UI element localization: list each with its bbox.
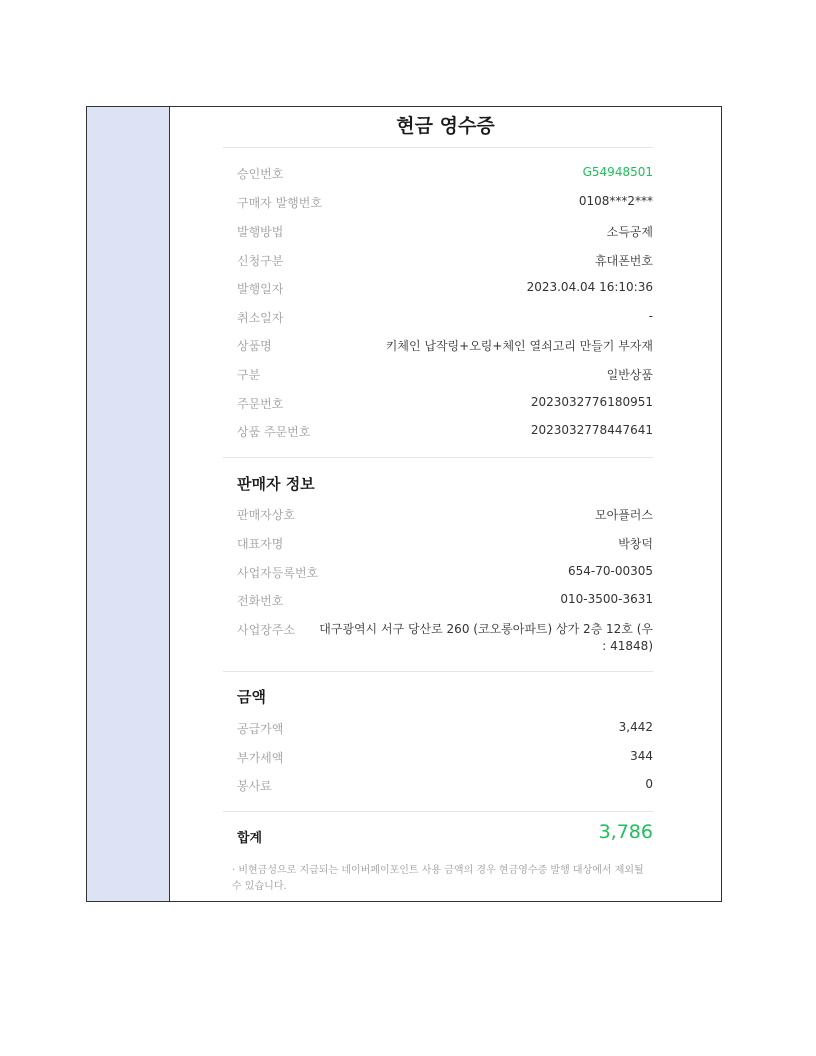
order-number-row: [237, 395, 653, 415]
category-row: [237, 366, 653, 386]
row-value: 0108***2***: [578, 194, 653, 208]
notice-text: · 비현금성으로 지급되는 네이버페이포인트 사용 금액의 경우 현금영수증 발행 대상에서 제외될 수 있습니다.: [232, 865, 644, 892]
divider: [223, 457, 653, 458]
business-registration-row: [237, 564, 653, 584]
row-value: 대구광역시 서구 당산로 260 (코오롱아파트) 상가 2층 12호 (우 : 41848): [319, 622, 653, 653]
row-value: 2023.04.04 16:10:36: [526, 280, 653, 294]
row-value: 소득공제: [606, 225, 653, 239]
representative-row: [237, 535, 653, 555]
row-value: -: [648, 309, 653, 323]
seller-info-heading: 판매자 정보: [237, 475, 315, 493]
vat-amount-row: [237, 749, 653, 769]
total-amount: 3,786: [598, 821, 653, 843]
row-value: 휴대폰번호: [595, 254, 653, 268]
document-frame: [86, 106, 722, 902]
service-charge-row: [237, 777, 653, 797]
row-value: 3,442: [618, 720, 653, 734]
seller-name-row: [237, 506, 653, 526]
row-label: 주문번호: [237, 397, 284, 411]
row-label: 사업자등록번호: [237, 566, 319, 580]
cash-receipt: [170, 107, 721, 901]
row-value: 일반상품: [606, 368, 653, 382]
approval-number-row: [237, 165, 653, 185]
buyer-issue-number-row: [237, 194, 653, 214]
row-label: 신청구분: [237, 254, 284, 268]
row-label: 취소일자: [237, 311, 284, 325]
row-value: 박창덕: [618, 537, 653, 551]
product-order-number-row: [237, 423, 653, 443]
row-label: 봉사료: [237, 779, 272, 793]
row-value: 2023032778447641: [530, 423, 653, 437]
request-type-row: [237, 252, 653, 272]
approval-number-value: G54948501: [582, 165, 653, 179]
row-label: 부가세액: [237, 751, 284, 765]
issue-method-row: [237, 223, 653, 243]
row-label: 승인번호: [237, 167, 284, 181]
row-label: 대표자명: [237, 537, 284, 551]
divider: [223, 671, 653, 672]
side-panel: [87, 107, 170, 901]
receipt-title: 현금 영수증: [396, 115, 495, 137]
row-value: 키체인 납작링+오링+체인 열쇠고리 만들기 부자재: [385, 339, 653, 353]
total-row: [237, 821, 653, 849]
row-value: 모아플러스: [595, 508, 653, 522]
row-label: 사업장주소: [237, 623, 295, 637]
divider: [223, 811, 653, 812]
product-name-row: [237, 337, 653, 357]
row-label: 공급가액: [237, 722, 284, 736]
row-value: 654-70-00305: [567, 564, 653, 578]
row-value: 010-3500-3631: [560, 592, 653, 606]
divider: [223, 147, 653, 148]
business-address-row: [237, 621, 653, 661]
row-value: 344: [630, 749, 653, 763]
row-label: 판매자상호: [237, 508, 295, 522]
supply-amount-row: [237, 720, 653, 740]
row-value: 2023032776180951: [530, 395, 653, 409]
row-label: 전화번호: [237, 594, 284, 608]
row-label: 상품명: [237, 339, 272, 353]
cancel-date-row: [237, 309, 653, 329]
row-label: 구분: [237, 368, 261, 382]
row-label: 발행방법: [237, 225, 284, 239]
issue-date-row: [237, 280, 653, 300]
row-value: 0: [645, 777, 653, 791]
total-label: 합계: [237, 831, 263, 846]
amount-heading: 금액: [237, 688, 266, 706]
phone-number-row: [237, 592, 653, 612]
row-label: 발행일자: [237, 282, 284, 296]
row-label: 구매자 발행번호: [237, 196, 322, 210]
row-label: 상품 주문번호: [237, 425, 311, 439]
